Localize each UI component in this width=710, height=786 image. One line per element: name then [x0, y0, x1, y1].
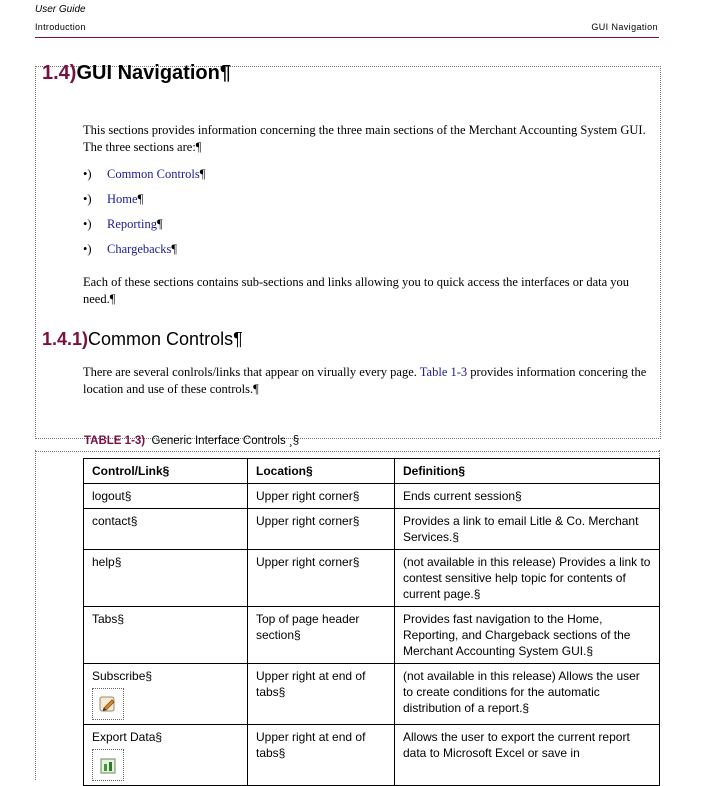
cell-location: Upper right at end of tabs§: [248, 664, 395, 725]
edit-note-icon: [92, 688, 124, 720]
table-reference-link[interactable]: Table 1-3: [419, 365, 468, 379]
list-item: •) Home¶: [83, 192, 205, 217]
link-home[interactable]: Home: [107, 192, 138, 206]
subsection-number: 1.4.1): [42, 329, 89, 349]
cell-definition: (not available in this release) Provides a link to contest sensitive help topic for contents of current page.§: [395, 550, 660, 607]
section-title: GUI Navigation¶: [76, 62, 231, 84]
cell-definition: Allows the user to export the current report data to Microsoft Excel or save in: [395, 725, 660, 786]
table-caption-number: TABLE 1-3): [84, 435, 146, 447]
section-heading: [42, 62, 231, 85]
section-number: 1.4): [42, 62, 77, 84]
table-row: [84, 607, 660, 664]
cell-control: [84, 664, 248, 725]
column-header: Control/Link§: [84, 459, 248, 484]
cell-control-label: Export Data§: [92, 730, 163, 744]
bullet-mark: •): [83, 217, 92, 231]
table-row: [84, 664, 660, 725]
table-header-row: [84, 459, 660, 484]
cell-location: Upper right at end of tabs§: [248, 725, 395, 786]
cell-control: Tabs§: [84, 607, 248, 664]
export-excel-icon: [92, 749, 124, 781]
outro-paragraph: Each of these sections contains sub-sections and links allowing you to quick access the interfaces or data you need.¶: [83, 275, 630, 306]
list-item: •) Chargebacks¶: [83, 242, 205, 267]
intro-paragraph: This sections provides information concerning the three main sections of the Merchant Accounting System GUI. The three sections are:¶: [83, 123, 646, 154]
cell-control-label: Subscribe§: [92, 669, 153, 683]
header-rule: [35, 37, 659, 38]
list-item: •) Common Controls¶: [83, 167, 205, 192]
cell-definition: Provides fast navigation to the Home, Reporting, and Chargeback sections of the Merchant Accounting System GUI.§: [395, 607, 660, 664]
table-caption-text: Generic Interface Controls ¸§: [151, 435, 300, 447]
cell-location: Top of page header section§: [248, 607, 395, 664]
table-row: [84, 725, 660, 786]
list-item: •) Reporting¶: [83, 217, 205, 242]
table-caption: [84, 435, 299, 447]
cell-definition: Provides a link to email Litle & Co. Merchant Services.§: [395, 509, 660, 550]
subsection-title: Common Controls¶: [88, 329, 243, 349]
bullet-mark: •): [83, 242, 92, 256]
bullet-mark: •): [83, 167, 92, 181]
link-chargebacks[interactable]: Chargebacks: [107, 242, 172, 256]
subsection-paragraph: There are several conlrols/links that appear on virually every page. Table 1-3 provides information concering the location and use of these controls.¶: [83, 365, 647, 396]
column-header: Definition§: [395, 459, 660, 484]
cell-control: [84, 725, 248, 786]
cell-location: Upper right corner§: [248, 484, 395, 509]
section-list: [83, 167, 205, 267]
cell-control: help§: [84, 550, 248, 607]
cell-location: Upper right corner§: [248, 509, 395, 550]
header-section-right: GUI Navigation: [591, 22, 658, 32]
subsection-heading: [42, 329, 243, 350]
cell-control: logout§: [84, 484, 248, 509]
bullet-mark: •): [83, 192, 92, 206]
table-row: [84, 509, 660, 550]
column-header: Location§: [248, 459, 395, 484]
doc-title: User Guide: [35, 4, 86, 15]
cell-location: Upper right corner§: [248, 550, 395, 607]
controls-table: [83, 458, 660, 786]
link-common-controls[interactable]: Common Controls: [107, 167, 200, 181]
cell-definition: (not available in this release) Allows the user to create conditions for the automatic distribution of a report.§: [395, 664, 660, 725]
table-row: [84, 484, 660, 509]
header-section-left: Introduction: [35, 22, 86, 32]
table-row: [84, 550, 660, 607]
frame-left-edge: [35, 450, 36, 780]
link-reporting[interactable]: Reporting: [107, 217, 157, 231]
cell-definition: Ends current session§: [395, 484, 660, 509]
cell-control: contact§: [84, 509, 248, 550]
